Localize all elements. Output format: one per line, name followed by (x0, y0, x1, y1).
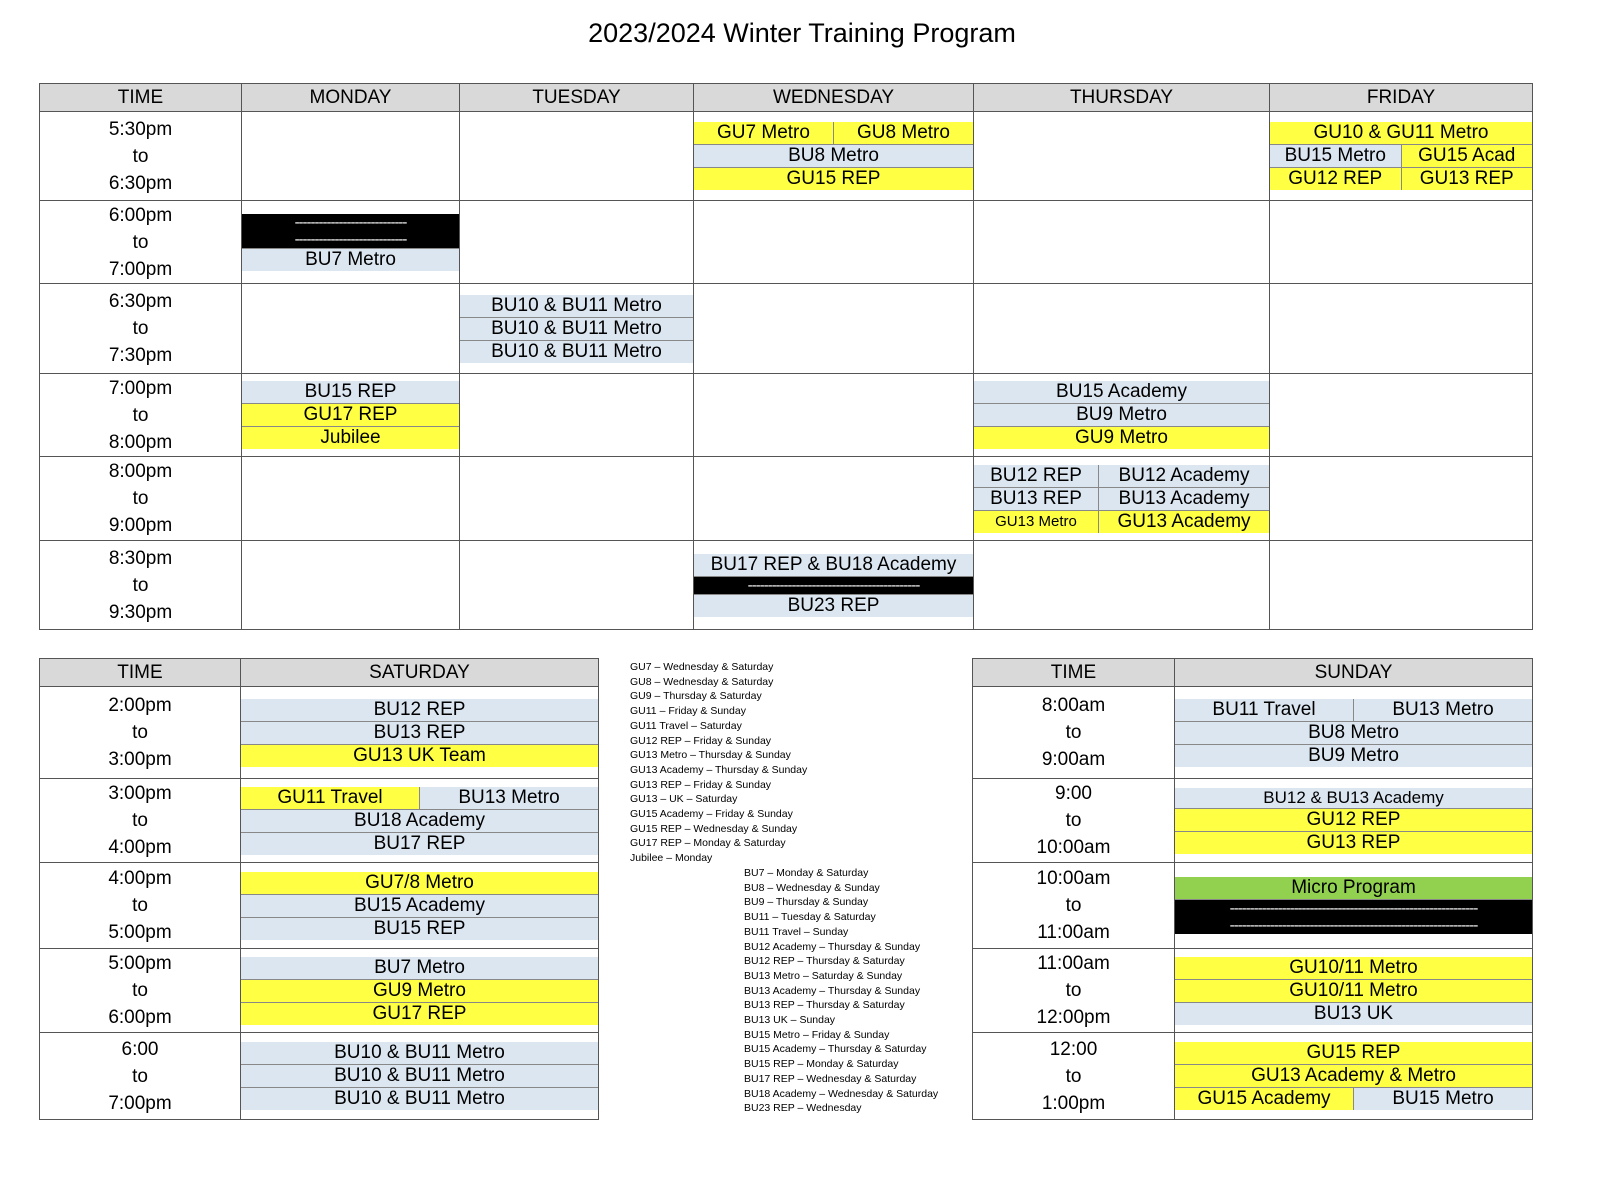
session-block: GU7/8 Metro (241, 872, 598, 895)
session-block: GU12 REP (1270, 168, 1401, 190)
legend-item: BU11 – Tuesday & Saturday (744, 911, 876, 924)
legend-boys (744, 866, 938, 1116)
session-block: GU17 REP (241, 1003, 598, 1025)
legend-item: GU17 REP – Monday & Saturday (630, 837, 786, 850)
legend-item: BU15 REP – Monday & Saturday (744, 1058, 899, 1071)
saturday-slot-cell (241, 949, 599, 1033)
session-block: BU23 REP (694, 595, 973, 617)
session-block: BU10 & BU11 Metro (460, 318, 693, 341)
header-time: TIME (40, 659, 241, 687)
empty-cell (1270, 374, 1533, 457)
slot-row (40, 284, 1533, 374)
page-title: 2023/2024 Winter Training Program (588, 18, 1016, 48)
empty-cell (242, 112, 460, 201)
slot-row (973, 949, 1533, 1033)
slot-row (40, 863, 599, 949)
session-block: GU11 Travel (241, 787, 419, 810)
blocked-block: ------------------------------------------- (694, 577, 973, 595)
empty-cell (974, 201, 1270, 284)
legend-item: GU15 Academy – Friday & Sunday (630, 808, 793, 821)
time-cell: 12:00 to 1:00pm (973, 1033, 1175, 1120)
empty-cell (974, 541, 1270, 630)
session-block: BU18 Academy (241, 810, 598, 833)
header-monday: MONDAY (242, 84, 460, 112)
legend-item: GU12 REP – Friday & Sunday (630, 734, 772, 747)
slot-row (40, 374, 1533, 457)
monday-600-cell (242, 201, 460, 284)
slot-row (973, 779, 1533, 863)
time-cell: 2:00pm to 3:00pm (40, 687, 241, 779)
header-time: TIME (40, 84, 242, 112)
sunday-slot-cell (1175, 863, 1533, 949)
session-block: GU17 REP (242, 404, 459, 427)
session-block: Jubilee (242, 427, 459, 449)
empty-cell (1270, 284, 1533, 374)
session-block: BU9 Metro (1175, 745, 1532, 767)
wednesday-830-cell (694, 541, 974, 630)
session-block: GU15 Acad (1401, 145, 1533, 168)
tuesday-630-cell (460, 284, 694, 374)
empty-cell (1270, 541, 1533, 630)
empty-cell (460, 457, 694, 541)
session-block: BU15 Academy (241, 895, 598, 918)
empty-cell (460, 374, 694, 457)
legend-item: BU13 REP – Thursday & Saturday (744, 999, 905, 1012)
session-block: BU13 UK (1175, 1003, 1532, 1025)
session-block: BU12 REP (974, 465, 1098, 488)
slot-row (40, 1033, 599, 1120)
empty-cell (242, 457, 460, 541)
session-block: BU10 & BU11 Metro (241, 1065, 598, 1088)
time-cell: 6:30pm to 7:30pm (40, 284, 242, 374)
session-block: BU13 Metro (419, 787, 598, 810)
session-block: BU15 REP (242, 381, 459, 404)
session-block: BU17 REP (241, 833, 598, 855)
header-time: TIME (973, 659, 1175, 687)
empty-cell (974, 284, 1270, 374)
session-block: GU10 & GU11 Metro (1270, 122, 1532, 145)
empty-cell (694, 201, 974, 284)
legend-item: BU11 Travel – Sunday (744, 925, 849, 938)
session-block: GU13 REP (1175, 832, 1532, 854)
legend-item: BU18 Academy – Wednesday & Saturday (744, 1087, 939, 1100)
session-block: BU12 REP (241, 699, 598, 722)
time-cell: 10:00am to 11:00am (973, 863, 1175, 949)
time-cell: 7:00pm to 8:00pm (40, 374, 242, 457)
time-cell: 3:00pm to 4:00pm (40, 779, 241, 863)
legend-item: GU13 Metro – Thursday & Sunday (630, 749, 791, 762)
session-block: GU13 UK Team (241, 745, 598, 767)
slot-row (40, 541, 1533, 630)
session-block: BU12 Academy (1098, 465, 1269, 488)
saturday-slot-cell (241, 779, 599, 863)
legend-item: BU13 Academy – Thursday & Sunday (744, 984, 921, 997)
empty-cell (974, 112, 1270, 201)
time-cell: 6:00pm to 7:00pm (40, 201, 242, 284)
header-wednesday: WEDNESDAY (694, 84, 974, 112)
session-block: GU13 Metro (974, 511, 1098, 533)
session-block: BU9 Metro (974, 404, 1269, 427)
legend-item: GU7 – Wednesday & Saturday (630, 661, 774, 673)
legend-item: GU9 – Thursday & Saturday (630, 690, 762, 703)
time-cell: 5:00pm to 6:00pm (40, 949, 241, 1033)
session-block: BU11 Travel (1175, 699, 1353, 722)
time-cell: 8:00am to 9:00am (973, 687, 1175, 779)
session-block: GU9 Metro (241, 980, 598, 1003)
session-block: GU10/11 Metro (1175, 957, 1532, 980)
legend-item: BU9 – Thursday & Sunday (744, 896, 869, 909)
session-block: GU15 REP (1175, 1042, 1532, 1065)
legend-item: BU13 Metro – Saturday & Sunday (744, 969, 903, 982)
thursday-800-cell (974, 457, 1270, 541)
legend-item: GU11 – Friday & Sunday (630, 705, 746, 718)
saturday-slot-cell (241, 863, 599, 949)
session-block: BU7 Metro (241, 957, 598, 980)
session-block: BU10 & BU11 Metro (460, 341, 693, 363)
slot-row (40, 112, 1533, 201)
micro-program-block: Micro Program (1175, 877, 1532, 900)
empty-cell (694, 457, 974, 541)
legend-item: BU15 Metro – Friday & Sunday (744, 1028, 890, 1041)
slot-row (973, 863, 1533, 949)
session-block: GU15 Academy (1175, 1088, 1353, 1110)
time-cell: 8:30pm to 9:30pm (40, 541, 242, 630)
session-block: BU15 REP (241, 918, 598, 940)
empty-cell (460, 541, 694, 630)
time-cell: 9:00 to 10:00am (973, 779, 1175, 863)
session-block: GU13 REP (1401, 168, 1533, 190)
empty-cell (460, 201, 694, 284)
wednesday-530-cell (694, 112, 974, 201)
session-block: BU15 Academy (974, 381, 1269, 404)
legend-item: BU23 REP – Wednesday (744, 1102, 862, 1115)
legend-item: BU8 – Wednesday & Sunday (744, 881, 880, 894)
legend-item: BU13 UK – Sunday (744, 1014, 836, 1027)
session-block: GU13 Academy (1098, 511, 1269, 533)
session-block: GU7 Metro (694, 122, 833, 145)
session-block: BU7 Metro (242, 249, 459, 271)
session-block: BU15 Metro (1270, 145, 1401, 168)
legend-item: BU12 REP – Thursday & Saturday (744, 955, 905, 968)
time-cell: 8:00pm to 9:00pm (40, 457, 242, 541)
legend-item: GU13 – UK – Saturday (630, 793, 738, 806)
slot-row (40, 457, 1533, 541)
session-block: BU13 Academy (1098, 488, 1269, 511)
session-block: GU8 Metro (833, 122, 973, 145)
session-block: GU12 REP (1175, 809, 1532, 832)
session-block: BU13 Metro (1353, 699, 1532, 722)
time-cell: 5:30pm to 6:30pm (40, 112, 242, 201)
empty-cell (1270, 201, 1533, 284)
legend-item: BU12 Academy – Thursday & Sunday (744, 940, 921, 953)
header-sunday: SUNDAY (1175, 659, 1533, 687)
legend-item: GU8 – Wednesday & Saturday (630, 675, 774, 688)
friday-530-cell (1270, 112, 1533, 201)
session-block: BU17 REP & BU18 Academy (694, 554, 973, 577)
session-block: BU13 REP (241, 722, 598, 745)
time-cell: 6:00 to 7:00pm (40, 1033, 241, 1120)
session-block: BU15 Metro (1353, 1088, 1532, 1110)
session-block: BU13 REP (974, 488, 1098, 511)
header-tuesday: TUESDAY (460, 84, 694, 112)
session-block: BU8 Metro (1175, 722, 1532, 745)
blocked-block: -------------------------------------------------------------- -------------------------------------------------------------- (1175, 900, 1532, 934)
slot-row (40, 687, 599, 779)
saturday-slot-cell (241, 1033, 599, 1120)
slot-row (40, 949, 599, 1033)
session-block: BU8 Metro (694, 145, 973, 168)
monday-700-cell (242, 374, 460, 457)
empty-cell (694, 284, 974, 374)
sunday-slot-cell (1175, 779, 1533, 863)
legend-item: Jubilee – Monday (630, 852, 713, 865)
empty-cell (242, 541, 460, 630)
slot-row (40, 201, 1533, 284)
weekday-header-row (40, 84, 1533, 112)
empty-cell (694, 374, 974, 457)
header-saturday: SATURDAY (241, 659, 599, 687)
session-block: BU10 & BU11 Metro (241, 1088, 598, 1110)
thursday-700-cell (974, 374, 1270, 457)
time-cell: 11:00am to 12:00pm (973, 949, 1175, 1033)
session-block: GU10/11 Metro (1175, 980, 1532, 1003)
slot-row (973, 687, 1533, 779)
sunday-slot-cell (1175, 687, 1533, 779)
session-block: BU10 & BU11 Metro (460, 295, 693, 318)
sunday-slot-cell (1175, 1033, 1533, 1120)
legend-item: BU7 – Monday & Saturday (744, 867, 869, 879)
session-block: GU13 Academy & Metro (1175, 1065, 1532, 1088)
slot-row (40, 779, 599, 863)
legend-item: BU15 Academy – Thursday & Saturday (744, 1043, 927, 1056)
time-cell: 4:00pm to 5:00pm (40, 863, 241, 949)
header-friday: FRIDAY (1270, 84, 1533, 112)
empty-cell (1270, 457, 1533, 541)
empty-cell (242, 284, 460, 374)
session-block: GU9 Metro (974, 427, 1269, 449)
legend-item: BU17 REP – Wednesday & Saturday (744, 1072, 917, 1085)
saturday-header-row (40, 659, 599, 687)
session-block: GU15 REP (694, 168, 973, 190)
legend-item: GU13 Academy – Thursday & Sunday (630, 763, 808, 776)
sunday-header-row (973, 659, 1533, 687)
empty-cell (460, 112, 694, 201)
slot-row (973, 1033, 1533, 1120)
legend-item: GU11 Travel – Saturday (630, 719, 742, 732)
weekday-schedule-table (39, 83, 1533, 630)
legend-item: GU15 REP – Wednesday & Sunday (630, 822, 798, 835)
saturday-slot-cell (241, 687, 599, 779)
legend-item: GU13 REP – Friday & Sunday (630, 778, 772, 791)
header-thursday: THURSDAY (974, 84, 1270, 112)
legend-girls (630, 660, 807, 866)
sunday-slot-cell (1175, 949, 1533, 1033)
session-block: BU12 & BU13 Academy (1175, 788, 1532, 809)
saturday-schedule-table (39, 658, 599, 1120)
blocked-block: ---------------------------- ---------------------------- (242, 214, 459, 249)
session-block: BU10 & BU11 Metro (241, 1042, 598, 1065)
sunday-schedule-table (972, 658, 1533, 1120)
